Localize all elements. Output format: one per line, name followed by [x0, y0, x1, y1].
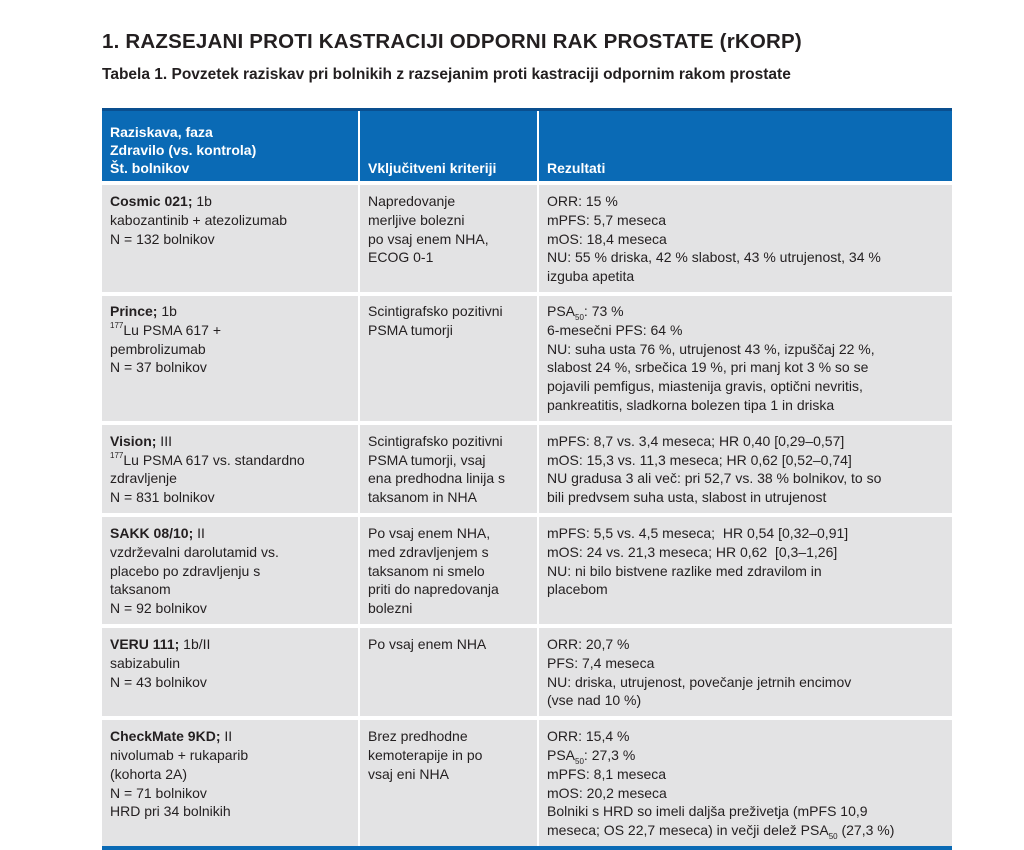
results-cell: mPFS: 8,7 vs. 3,4 meseca; HR 0,40 [0,29–0,57] mOS: 15,3 vs. 11,3 meseca; HR 0,62 [0,52–0,74] NU gradusa 3 ali več: pri 52,7 vs. 38 % bolnikov, to so bili predvsem suha usta, slabost in utrujenost	[538, 423, 952, 515]
study-cell: Prince; 1b $^{177}$Lu PSMA 617 + pembrolizumab N = 37 bolnikov	[102, 294, 359, 423]
header-study: Raziskava, faza Zdravilo (vs. kontrola) Št. bolnikov	[102, 110, 359, 184]
table-row	[102, 294, 952, 423]
study-cell: VERU 111; 1b/II sabizabulin N = 43 bolnikov	[102, 626, 359, 718]
header-criteria: Vključitveni kriteriji	[359, 110, 538, 184]
study-phase: III	[156, 432, 172, 449]
study-name: Vision;	[110, 432, 157, 449]
studies-table	[102, 108, 952, 850]
table-header-row	[102, 110, 952, 184]
study-name: SAKK 08/10;	[110, 524, 194, 541]
study-cell: CheckMate 9KD; II nivolumab + rukaparib (kohorta 2A) N = 71 bolnikov HRD pri 34 bolnikih	[102, 718, 359, 848]
study-phase: II	[220, 728, 233, 745]
study-phase: 1b/II	[179, 635, 211, 652]
study-phase: 1b	[157, 302, 177, 319]
study-name: Prince;	[110, 302, 158, 319]
criteria-cell: Napredovanje merljive bolezni po vsaj enem NHA, ECOG 0-1	[359, 183, 538, 294]
table-row	[102, 515, 952, 626]
table-row	[102, 626, 952, 718]
study-phase: II	[193, 524, 205, 541]
criteria-cell: Po vsaj enem NHA, med zdravljenjem s taksanom ni smelo priti do napredovanja bolezni	[359, 515, 538, 626]
section-title: 1. RAZSEJANI PROTI KASTRACIJI ODPORNI RAK PROSTATE (rKORP)	[102, 30, 802, 53]
criteria-cell: Scintigrafsko pozitivni PSMA tumorji, vsaj ena predhodna linija s taksanom in NHA	[359, 423, 538, 515]
criteria-cell: Po vsaj enem NHA	[359, 626, 538, 718]
criteria-cell: Scintigrafsko pozitivni PSMA tumorji	[359, 294, 538, 423]
results-cell: $PSA_{50}$: 73 % 6-mesečni PFS: 64 % NU: suha usta 76 %, utrujenost 43 %, izpuščaj 22 %, slabost 24 %, srbečica 19 %, pri manj kot 3 % so se pojavili pemfigus, miastenija gravis, optični nevritis, pankreatitis, sladkorna bolezen tipa 1 in driska	[538, 294, 952, 423]
criteria-cell: Brez predhodne kemoterapije in po vsaj eni NHA	[359, 718, 538, 848]
study-name: VERU 111;	[110, 635, 180, 652]
results-cell: mPFS: 5,5 vs. 4,5 meseca; HR 0,54 [0,32–0,91] mOS: 24 vs. 21,3 meseca; HR 0,62 [0,3–1,26] NU: ni bilo bistvene razlike med zdravilom in placebom	[538, 515, 952, 626]
results-cell: ORR: 15 % mPFS: 5,7 meseca mOS: 18,4 meseca NU: 55 % driska, 42 % slabost, 43 % utrujenost, 34 % izguba apetita	[538, 183, 952, 294]
study-cell: Vision; III $^{177}$Lu PSMA 617 vs. standardno zdravljenje N = 831 bolnikov	[102, 423, 359, 515]
study-name: CheckMate 9KD;	[110, 728, 221, 745]
table-row	[102, 718, 952, 848]
results-cell: ORR: 15,4 % $PSA_{50}$: 27,3 % mPFS: 8,1 meseca mOS: 20,2 meseca Bolniki s HRD so imeli daljša preživetja (mPFS 10,9 meseca; OS 22,7 meseca) in večji delež $PSA_{50}$ (27,3 %)	[538, 718, 952, 848]
table-row	[102, 183, 952, 294]
table-caption: Tabela 1. Povzetek raziskav pri bolnikih z razsejanim proti kastraciji odpornim rakom prostate	[102, 66, 791, 83]
study-cell: SAKK 08/10; II vzdrževalni darolutamid vs. placebo po zdravljenju s taksanom N = 92 bolnikov	[102, 515, 359, 626]
header-results: Rezultati	[538, 110, 952, 184]
study-cell: Cosmic 021; 1b kabozantinib + atezolizumab N = 132 bolnikov	[102, 183, 359, 294]
study-phase: 1b	[192, 193, 212, 209]
results-cell: ORR: 20,7 % PFS: 7,4 meseca NU: driska, utrujenost, povečanje jetrnih encimov (vse nad 10 %)	[538, 626, 952, 718]
table-row	[102, 423, 952, 515]
study-name: Cosmic 021;	[110, 193, 193, 209]
